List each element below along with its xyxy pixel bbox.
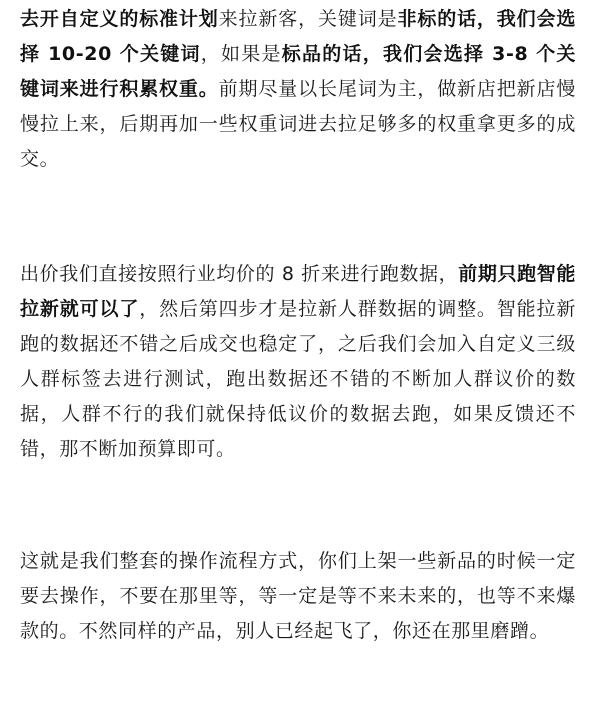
text-run: ，然后第四步才是拉新人群数据的调整。智能拉新跑的数据还不错之后成交也稳定了，之后我们会加入自定义三级人群标签去进行测试，跑出数据还不错的不断加人群议价的数据，人群不行的我们就保持低议价的数据去跑，如果反馈还不错，那不断加预算即可。	[20, 298, 576, 460]
bold-run: 非标的话，我们会选择 10-20 个关键词	[20, 8, 576, 65]
bold-run: 去开自定义的标准计划	[20, 8, 219, 30]
paragraph-1	[20, 2, 576, 177]
bold-run: 标品的话，我们会选择 3-8 个关键词来进行积累权重。	[20, 43, 577, 100]
text-run: 前期尽量以长尾词为主，做新店把新店慢慢拉上来，后期再加一些权重词进去拉足够多的权重拿更多的成交。	[20, 78, 576, 170]
text-run: 出价我们直接按照行业均价的 8 折来进行跑数据，	[20, 263, 459, 285]
paragraph-2	[20, 257, 576, 467]
article-body	[20, 2, 576, 649]
paragraph-3	[20, 544, 576, 649]
bold-run: 前期只跑智能拉新就可以了	[20, 263, 576, 320]
text-run: 这就是我们整套的操作流程方式，你们上架一些新品的时候一定要去操作，不要在那里等，等一定是等不来未来的，也等不来爆款的。不然同样的产品，别人已经起飞了，你还在那里磨蹭。	[20, 550, 576, 642]
text-run: ，如果是	[200, 43, 282, 65]
text-run: 来拉新客，关键词是	[218, 8, 398, 30]
